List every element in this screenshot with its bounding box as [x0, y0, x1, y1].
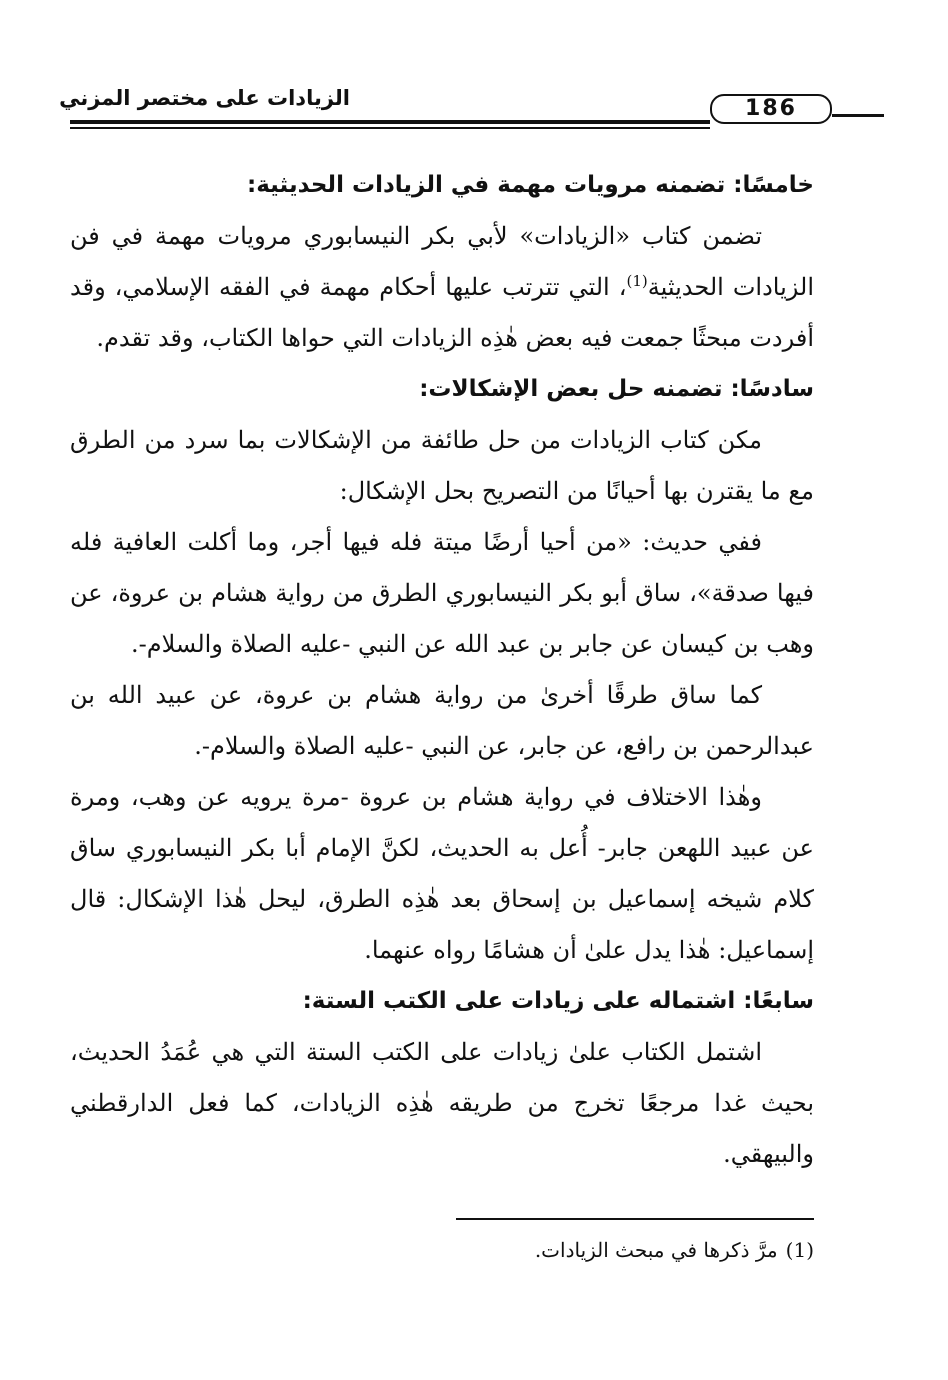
main-text — [70, 160, 814, 1180]
section-heading-7: سابعًا: اشتماله على زيادات على الكتب الستة: — [302, 988, 814, 1014]
paragraph: مكن كتاب الزيادات من حل طائفة من الإشكالات بما سرد من الطرق مع ما يقترن بها أحيانًا من التصريح بحل الإشكال: — [70, 426, 814, 505]
paragraph: وهٰذا الاختلاف في رواية هشام بن عروة -مرة يرويه عن وهب، ومرة عن عبيد اللهعن جابر- أُعل به الحديث، لكنَّ الإمام أبا بكر النيسابوري ساق كلام شيخه إسماعيل بن إسحاق بعد هٰذِه الطرق، ليحل هٰذا الإشكال: قال إسماعيل: هٰذا يدل علىٰ أن هشامًا رواه عنهما. — [70, 783, 814, 964]
page-number: 186 — [710, 94, 832, 124]
page-header — [59, 84, 814, 130]
paragraph-text: تضمن كتاب «الزيادات» لأبي بكر النيسابوري مرويات مهمة في فن الزيادات الحديثية — [70, 222, 814, 301]
paragraph: كما ساق طرقًا أخرىٰ من رواية هشام بن عروة، عن عبيد الله بن عبدالرحمن بن رافع، عن جابر، عن النبي -عليه الصلاة والسلام-. — [70, 681, 814, 760]
footnote-text: مرَّ ذكرها في مبحث الزيادات. — [534, 1238, 778, 1262]
section-heading-5: خامسًا: تضمنه مرويات مهمة في الزيادات الحديثية: — [247, 172, 814, 198]
header-rule-thin — [70, 127, 710, 129]
paragraph — [70, 211, 814, 364]
footnote-separator — [456, 1218, 814, 1220]
header-rule-tail — [832, 114, 884, 117]
section-heading-6: سادسًا: تضمنه حل بعض الإشكالات: — [419, 376, 814, 402]
running-title: الزيادات على مختصر المزني — [59, 86, 350, 110]
paragraph: اشتمل الكتاب علىٰ زيادات على الكتب الستة التي هي عُمَدُ الحديث، بحيث غدا مرجعًا تخرج من طريقه هٰذِه الزيادات، كما فعل الدارقطني والبيهقي. — [70, 1038, 814, 1168]
footnote — [70, 1232, 814, 1268]
footnote-reference[interactable]: (1) — [626, 272, 648, 290]
header-rule-thick — [70, 120, 710, 124]
footnote-number: (1) — [785, 1238, 814, 1262]
paragraph: ففي حديث: «من أحيا أرضًا ميتة فله فيها أجر، وما أكلت العافية فله فيها صدقة»، ساق أبو بكر النيسابوري الطرق من رواية هشام بن عروة، عن وهب بن كيسان عن جابر بن عبد الله عن النبي -عليه الصلاة والسلام-. — [70, 528, 814, 658]
paragraph-text: ، التي تترتب عليها أحكام مهمة في الفقه الإسلامي، وقد أفردت مبحثًا جمعت فيه بعض هٰذِه الزيادات التي حواها الكتاب، وقد تقدم. — [70, 273, 814, 352]
